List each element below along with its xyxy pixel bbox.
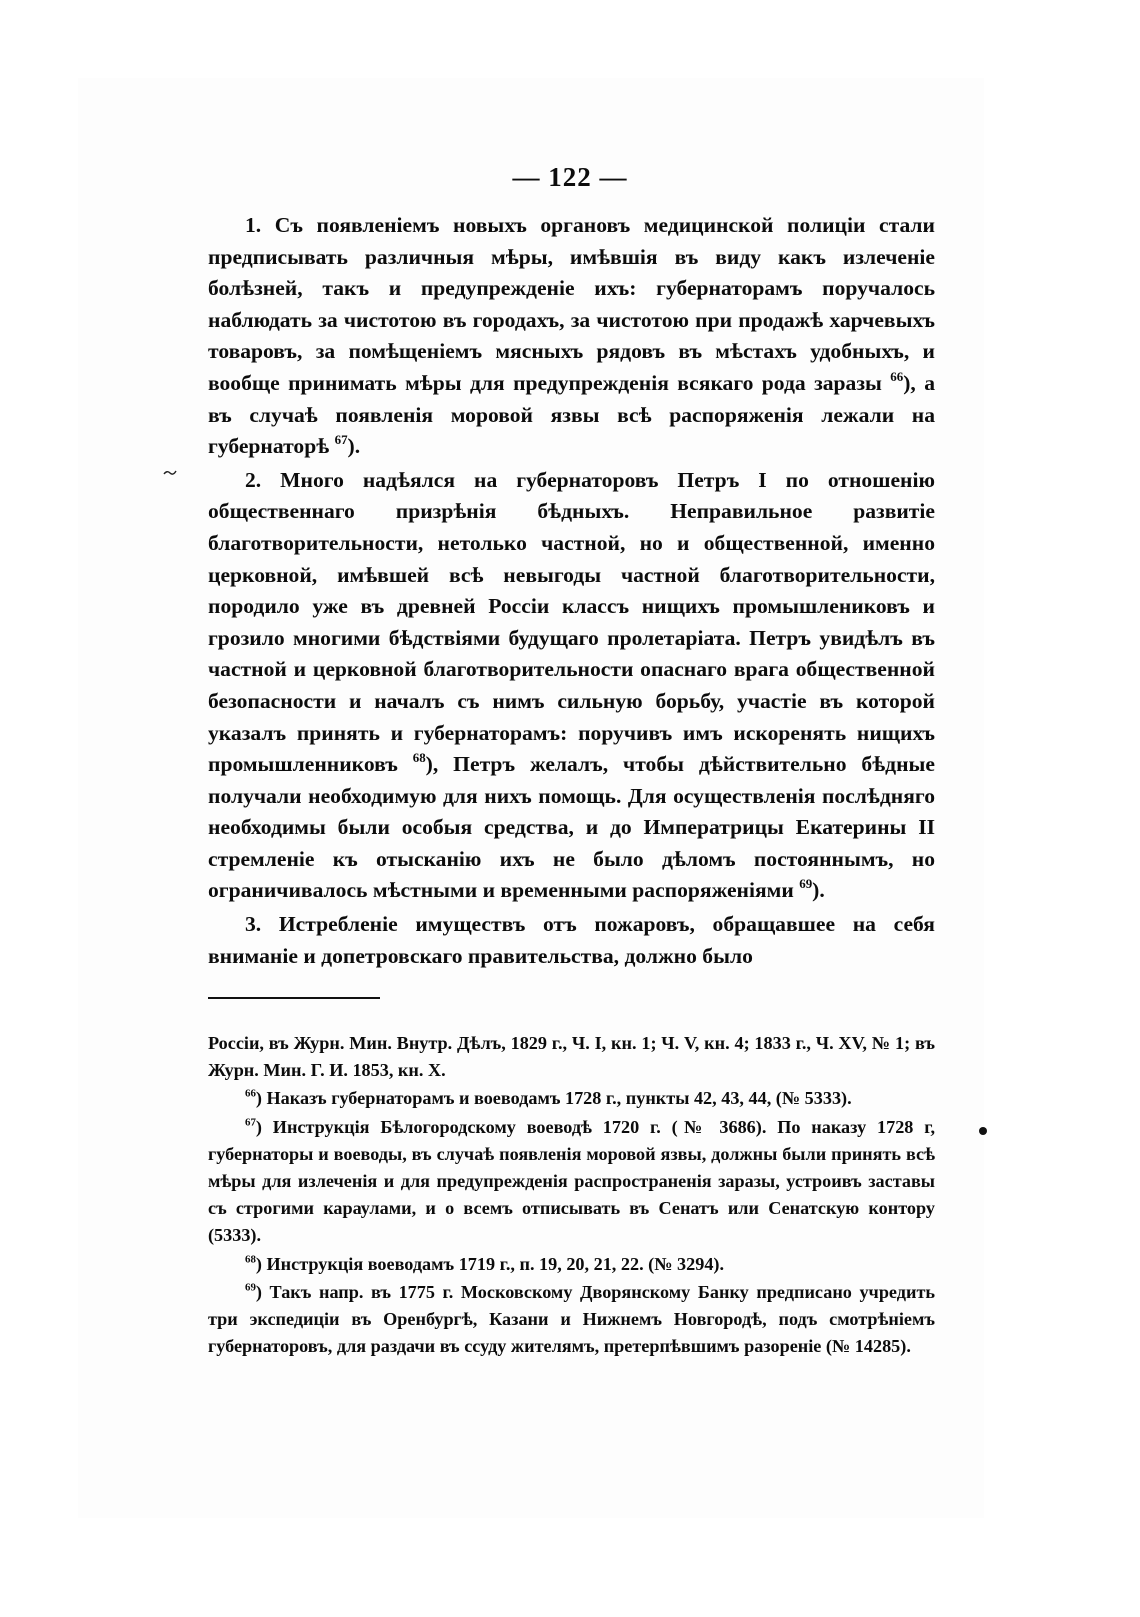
- footnote-67-number: 67: [245, 1115, 256, 1128]
- paragraph-2-text-b: ), Петръ желалъ, чтобы дѣйствительно бѣдные получали необходимую для нихъ помощь. Для осуществленія послѣдняго необходимы были особыя средства, и до Императрицы Екатерины II стремленіе къ отысканію ихъ не было дѣломъ постояннымъ, но ограничивалось мѣстными и временными распоряженіями: [208, 752, 935, 903]
- paragraph-2-text-a: 2. Много надѣялся на губернаторовъ Петръ I по отношенію общественнаго призрѣнія бѣдныхъ. Неправильное развитіе благотворительности, нетолько частной, но и общественной, именно церковной, имѣвшей всѣ невыгоды частной благотворительности, породило уже въ древней Россіи классъ нищихъ промышлениковъ и грозило многими бѣдствіями будущаго пролетаріата. Петръ увидѣлъ въ частной и церковной благотворительности опаснаго врага общественной безопасности и началъ съ нимъ сильную борьбу, участіе въ которой указалъ принять и губернаторамъ: поручивъ имъ искоренять нищихъ промышленниковъ: [208, 467, 935, 777]
- footnote-ref-67: 67: [334, 432, 348, 448]
- paragraph-1: [208, 210, 935, 463]
- footnote-69-number: 69: [245, 1281, 256, 1294]
- footnote-68-number: 68: [245, 1252, 256, 1265]
- ink-dot: [979, 1127, 987, 1135]
- page-number: — 122 —: [512, 162, 628, 192]
- footnote-66-text: ) Наказъ губернаторамъ и воеводамъ 1728 г., пункты 42, 43, 44, (№ 5333).: [255, 1088, 852, 1109]
- footnote-ref-66: 66: [890, 368, 904, 384]
- footnote-67-text: ) Инструкція Бѣлогородскому воеводѣ 1720 г. (№ 3686). По наказу 1728 г, губернаторы и воеводы, въ случаѣ появленія моровой язвы, должны были принять всѣ мѣры для излеченія и для предупрежденія распространенія заразы, устроивъ заставы съ строгими караулами, и о всемъ отписывать въ Сенатъ или Сенатскую контору (5333).: [208, 1116, 935, 1246]
- margin-mark: [163, 469, 177, 476]
- paragraph-1-text-b: ), а въ случаѣ появленія моровой язвы всѣ распоряженія лежали на губернаторѣ: [208, 370, 935, 459]
- paragraph-1-text-c: ).: [347, 434, 361, 459]
- footnote-66-number: 66: [245, 1087, 256, 1100]
- footnote-separator-rule: [208, 997, 380, 999]
- paragraph-1-text-a: 1. Съ появленіемъ новыхъ органовъ медицинской полиціи стали предписывать различныя мѣры, имѣвшія въ виду какъ излеченіе болѣзней, такъ и предупрежденіе ихъ: губернаторамъ поручалось наблюдать за чистотою въ городахъ, за чистотою при продажѣ харчевыхъ товаровъ, за помѣщеніемъ мясныхъ рядовъ въ мѣстахъ удобныхъ, и вообще принимать мѣры для предупрежденія всякаго рода заразы: [208, 213, 935, 395]
- footnote-68: [208, 1251, 935, 1278]
- footnote-continued-text: Россіи, въ Журн. Мин. Внутр. Дѣлъ, 1829 г., Ч. I, кн. 1; Ч. V, кн. 4; 1833 г., Ч. XV, № 1; въ Журн. Мин. Г. И. 1853, кн. X.: [208, 1033, 935, 1081]
- body-text: [208, 210, 935, 972]
- footnotes: [208, 1030, 935, 1360]
- footnote-ref-68: 68: [412, 750, 426, 766]
- paragraph-2: [208, 465, 935, 907]
- footnote-69: [208, 1279, 935, 1361]
- paragraph-2-text-c: ).: [812, 878, 825, 903]
- footnote-66: [208, 1085, 935, 1112]
- paragraph-3: 3. Истребленіе имуществъ отъ пожаровъ, обращавшее на себя вниманіе и допетровскаго правительства, должно было: [208, 912, 935, 968]
- footnote-69-text: ) Такъ напр. въ 1775 г. Московскому Дворянскому Банку предписано учредить три экспедиціи въ Оренбургѣ, Казани и Нижнемъ Новгородѣ, подъ смотрѣніемъ губернаторовъ, для раздачи въ ссуду жителямъ, претерпѣвшимъ разореніе (№ 14285).: [208, 1281, 935, 1357]
- footnote-67: [208, 1114, 935, 1250]
- footnote-continued: [208, 1030, 935, 1084]
- footnote-ref-69: 69: [799, 876, 813, 892]
- footnote-68-text: ) Инструкція воеводамъ 1719 г., п. 19, 20, 21, 22. (№ 3294).: [255, 1253, 725, 1274]
